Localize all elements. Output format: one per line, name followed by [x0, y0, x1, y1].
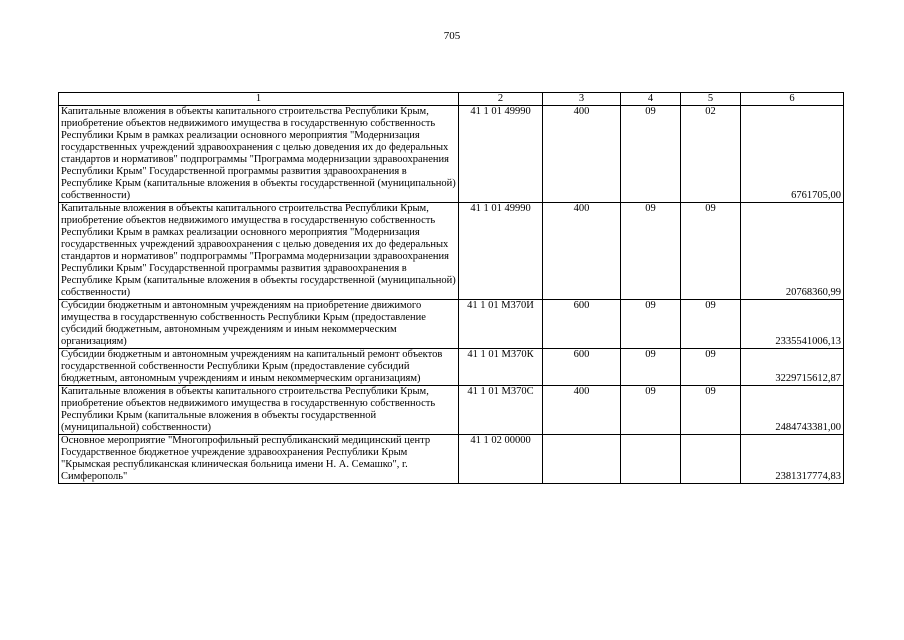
row-amount: 2381317774,83 — [741, 435, 844, 484]
target-article-code: 41 1 01 М370И — [459, 300, 543, 349]
page-number: 705 — [443, 30, 461, 42]
row-description: Субсидии бюджетным и автономным учреждениям на приобретение движимого имущества в государственную собственность Республики Крым (предоставление субсидий бюджетным, автономным учреждениям и иным некоммерческим организациям) — [59, 300, 459, 349]
expense-type-code: 600 — [543, 300, 621, 349]
row-description: Основное мероприятие "Многопрофильный республиканский медицинский центр Государственное бюджетное учреждение здравоохранения Республики Крым "Крымская республиканская клиническая больница имени Н. А. Семашко", г. Симферополь" — [59, 435, 459, 484]
expense-type-code: 400 — [543, 203, 621, 300]
budget-table — [58, 92, 844, 484]
table-row — [59, 106, 844, 203]
target-article-code: 41 1 02 00000 — [459, 435, 543, 484]
section-code: 09 — [621, 349, 681, 386]
subsection-code — [681, 435, 741, 484]
column-number: 1 — [59, 93, 459, 106]
target-article-code: 41 1 01 М370К — [459, 349, 543, 386]
table-row — [59, 203, 844, 300]
row-description: Капитальные вложения в объекты капитального строительства Республики Крым, приобретение объектов недвижимого имущества в государственную собственность Республики Крым в рамках реализации основного мероприятия "Модернизация государственных учреждений здравоохранения с целью доведения их до федеральных стандартов и нормативов" подпрограммы "Программа модернизации здравоохранения Республики Крым" Государственной программы развития здравоохранения в Республике Крым (капитальные вложения в объекты государственной (муниципальной) собственности) — [59, 106, 459, 203]
row-amount: 6761705,00 — [741, 106, 844, 203]
target-article-code: 41 1 01 М370С — [459, 386, 543, 435]
section-code: 09 — [621, 106, 681, 203]
section-code — [621, 435, 681, 484]
row-amount: 2484743381,00 — [741, 386, 844, 435]
table-row — [59, 386, 844, 435]
row-amount: 2335541006,13 — [741, 300, 844, 349]
column-number: 5 — [681, 93, 741, 106]
section-code: 09 — [621, 300, 681, 349]
row-description: Капитальные вложения в объекты капитального строительства Республики Крым, приобретение объектов недвижимого имущества в государственную собственность Республики Крым в рамках реализации основного мероприятия "Модернизация государственных учреждений здравоохранения с целью доведения их до федеральных стандартов и нормативов" подпрограммы "Программа модернизации здравоохранения Республики Крым" Государственной программы развития здравоохранения в Республике Крым (капитальные вложения в объекты государственной (муниципальной) собственности) — [59, 203, 459, 300]
expense-type-code: 600 — [543, 349, 621, 386]
table-row — [59, 435, 844, 484]
row-description: Субсидии бюджетным и автономным учреждениям на капитальный ремонт объектов государственной собственности Республики Крым (предоставление субсидий бюджетным, автономным учреждениям и иным некоммерческим организациям) — [59, 349, 459, 386]
section-code: 09 — [621, 203, 681, 300]
subsection-code: 02 — [681, 106, 741, 203]
target-article-code: 41 1 01 49990 — [459, 203, 543, 300]
table-row — [59, 349, 844, 386]
subsection-code: 09 — [681, 349, 741, 386]
row-amount: 20768360,99 — [741, 203, 844, 300]
row-amount: 3229715612,87 — [741, 349, 844, 386]
column-number: 2 — [459, 93, 543, 106]
target-article-code: 41 1 01 49990 — [459, 106, 543, 203]
table-row — [59, 300, 844, 349]
expense-type-code: 400 — [543, 386, 621, 435]
column-number: 3 — [543, 93, 621, 106]
section-code: 09 — [621, 386, 681, 435]
subsection-code: 09 — [681, 300, 741, 349]
expense-type-code: 400 — [543, 106, 621, 203]
column-number: 6 — [741, 93, 844, 106]
row-description: Капитальные вложения в объекты капитального строительства Республики Крым, приобретение объектов недвижимого имущества в государственную собственность Республики Крым (капитальные вложения в объекты государственной (муниципальной) собственности) — [59, 386, 459, 435]
column-number-row — [59, 93, 844, 106]
subsection-code: 09 — [681, 386, 741, 435]
expense-type-code — [543, 435, 621, 484]
subsection-code: 09 — [681, 203, 741, 300]
column-number: 4 — [621, 93, 681, 106]
